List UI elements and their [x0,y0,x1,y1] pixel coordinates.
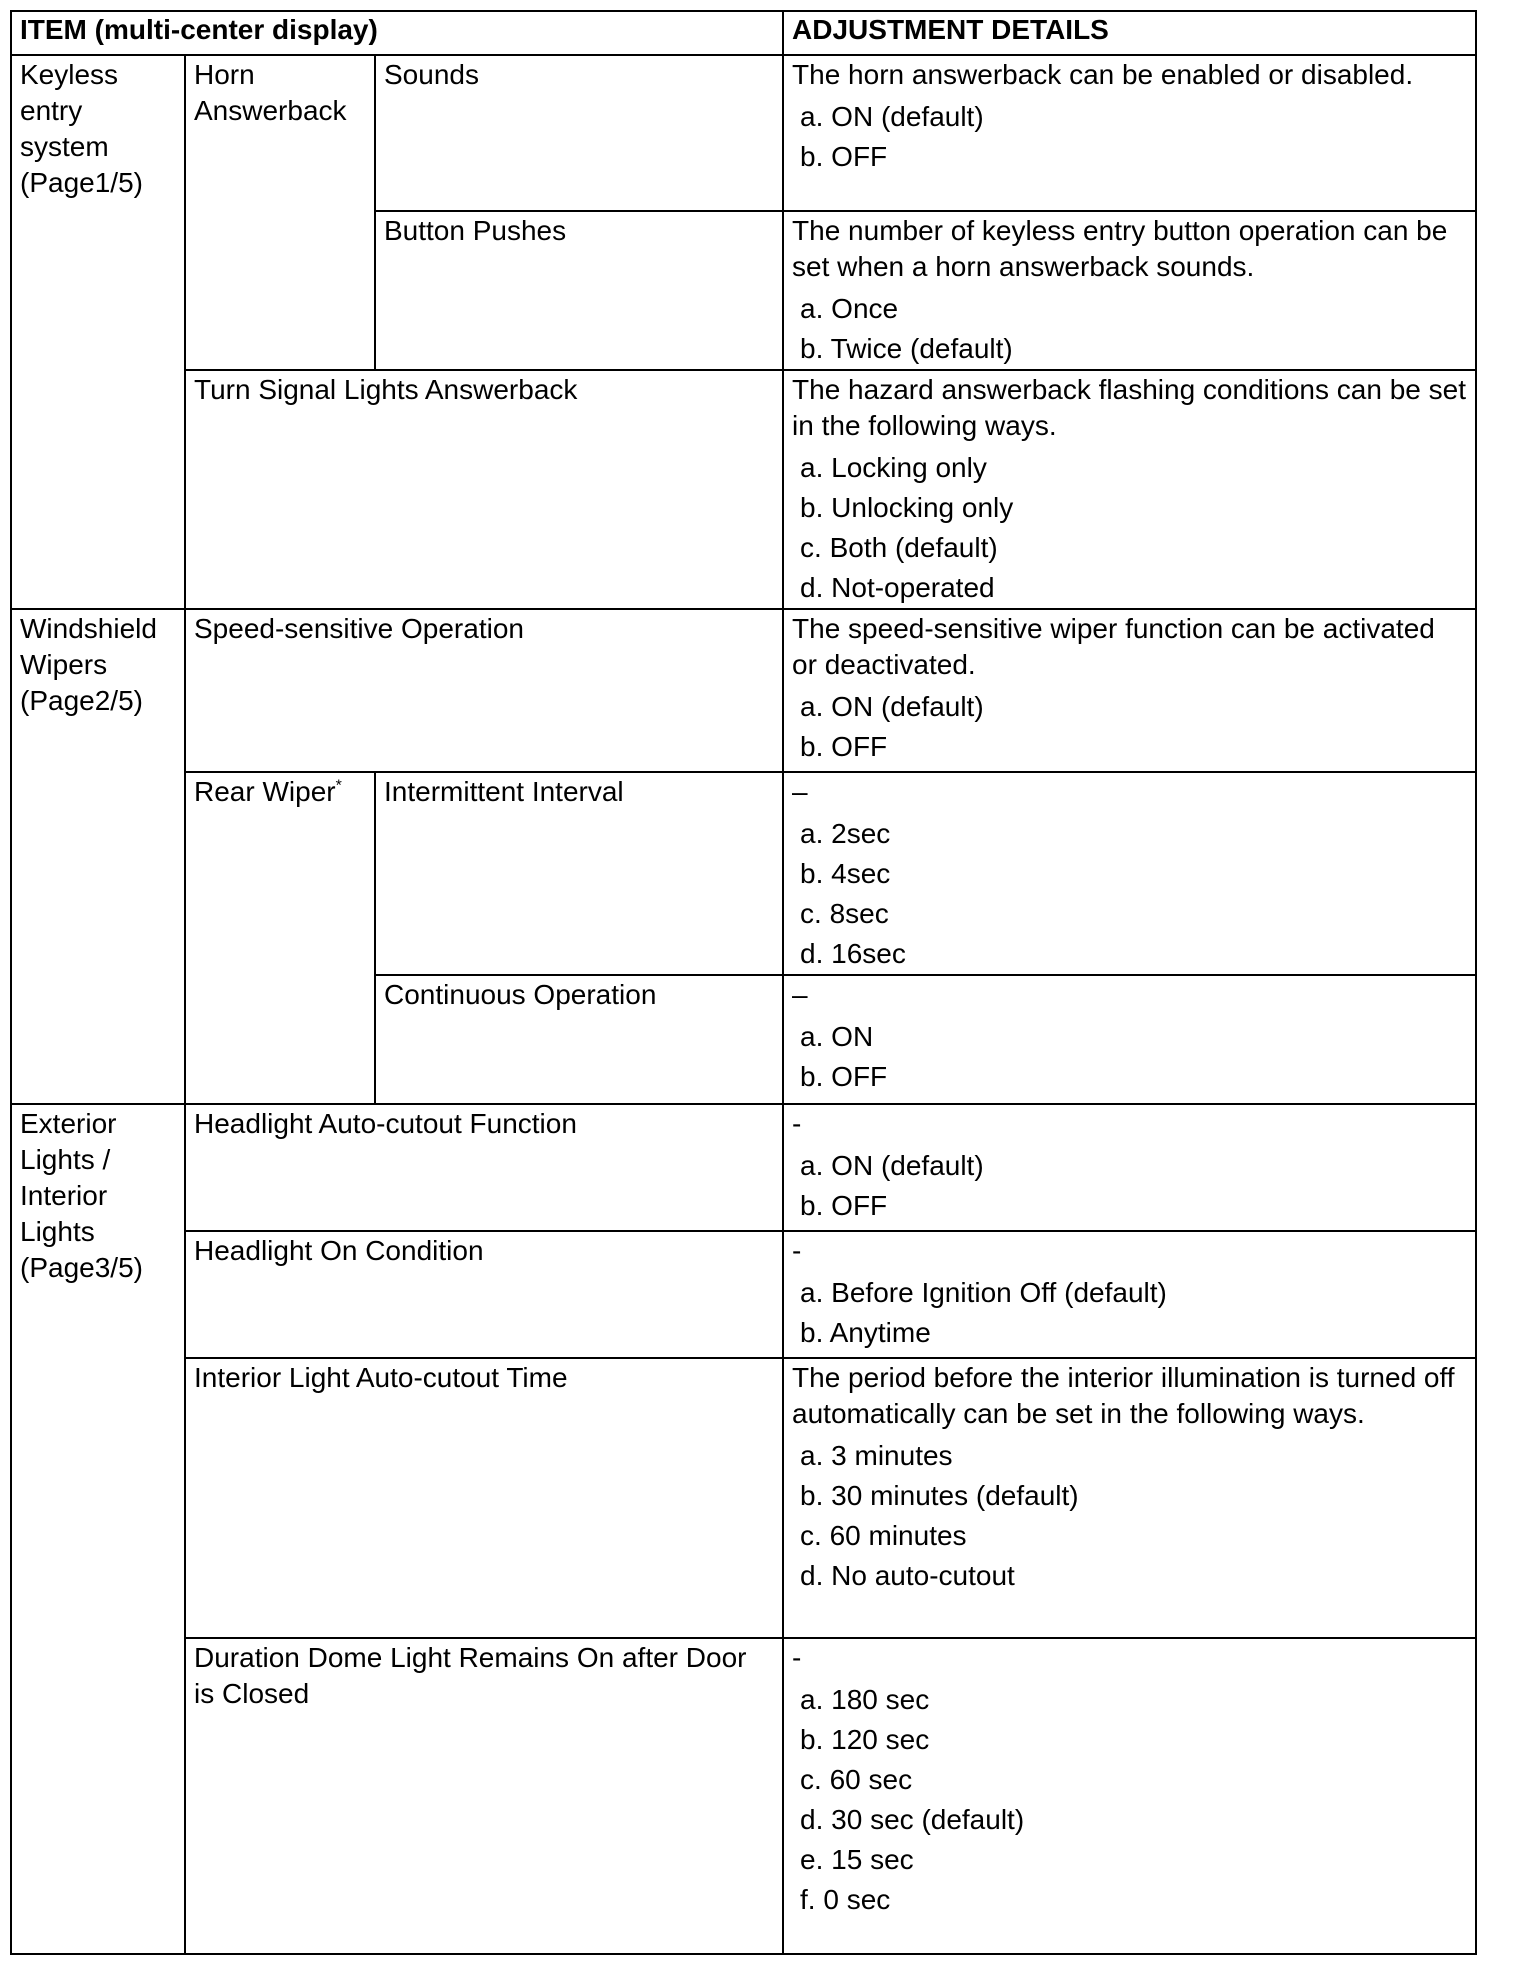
option-item: a. Locking only [800,452,987,483]
item-dome-light-duration: Duration Dome Light Remains On after Door is Closed [185,1638,783,1954]
details-desc: - [792,1642,802,1673]
item-sounds: Sounds [375,55,783,211]
option-item: d. No auto-cutout [800,1560,1015,1591]
item-continuous-operation: Continuous Operation [375,975,783,1104]
details-desc: - [792,1108,802,1139]
option-item: a. Before Ignition Off (default) [800,1277,1167,1308]
option-item: a. 2sec [800,818,891,849]
details-dome-light-duration [783,1638,1476,1954]
details-intermittent-interval [783,772,1476,975]
option-item: c. 8sec [800,898,889,929]
group-exterior-interior-lights: Exterior Lights / Interior Lights (Page3/5) [11,1104,185,1954]
header-item: ITEM (multi-center display) [11,11,783,55]
details-desc: – [792,776,808,807]
table-row [11,772,1476,975]
details-desc: The number of keyless entry button operation can be set when a horn answerback sounds. [792,215,1448,282]
option-item: a. ON (default) [800,1150,984,1181]
option-item: d. 16sec [800,938,906,969]
option-item: b. Unlocking only [800,492,1014,523]
item-turn-signal-answerback: Turn Signal Lights Answerback [185,370,783,609]
option-item: b. 4sec [800,858,891,889]
table-row [11,1358,1476,1638]
item-speed-sensitive-operation: Speed-sensitive Operation [185,609,783,772]
option-item: e. 15 sec [800,1844,914,1875]
option-item: a. ON (default) [800,101,984,132]
item-headlight-on-condition: Headlight On Condition [185,1231,783,1358]
details-desc: The horn answerback can be enabled or disabled. [792,59,1414,90]
option-item: a. ON [800,1021,874,1052]
option-item: b. Twice (default) [800,333,1013,364]
details-turn-signal-answerback [783,370,1476,609]
table-row [11,370,1476,609]
details-sounds [783,55,1476,211]
option-item: d. 30 sec (default) [800,1804,1025,1835]
option-item: b. OFF [800,1061,888,1092]
item-headlight-auto-cutout: Headlight Auto-cutout Function [185,1104,783,1231]
option-item: a. Once [800,293,899,324]
subgroup-rear-wiper [185,772,375,1104]
details-speed-sensitive-operation [783,609,1476,772]
option-item: a. 180 sec [800,1684,930,1715]
adjustment-table [10,10,1477,1955]
footnote-mark: * [335,777,342,795]
option-item: d. Not-operated [800,572,995,603]
option-item: b. Anytime [800,1317,931,1348]
table-row [11,1231,1476,1358]
group-keyless-entry: Keyless entry system (Page1/5) [11,55,185,609]
details-button-pushes [783,211,1476,370]
option-item: b. OFF [800,1190,888,1221]
table-row [11,1638,1476,1954]
details-continuous-operation [783,975,1476,1104]
details-desc: - [792,1235,802,1266]
option-item: b. 120 sec [800,1724,930,1755]
rear-wiper-label: Rear Wiper [194,776,336,807]
details-interior-light-auto-cutout [783,1358,1476,1638]
option-item: a. 3 minutes [800,1440,953,1471]
option-item: c. 60 sec [800,1764,913,1795]
details-headlight-auto-cutout [783,1104,1476,1231]
group-windshield-wipers: Windshield Wipers (Page2/5) [11,609,185,1104]
details-desc: – [792,979,808,1010]
table-row [11,609,1476,772]
item-button-pushes: Button Pushes [375,211,783,370]
subgroup-horn-answerback: Horn Answerback [185,55,375,370]
option-item: c. 60 minutes [800,1520,967,1551]
header-adjustment-details: ADJUSTMENT DETAILS [783,11,1476,55]
option-item: b. OFF [800,141,888,172]
header-row [11,11,1476,55]
details-headlight-on-condition [783,1231,1476,1358]
item-intermittent-interval: Intermittent Interval [375,772,783,975]
option-item: f. 0 sec [800,1884,891,1915]
table-row [11,1104,1476,1231]
option-item: b. 30 minutes (default) [800,1480,1079,1511]
table-row [11,55,1476,211]
option-item: b. OFF [800,731,888,762]
details-desc: The speed-sensitive wiper function can be activated or deactivated. [792,613,1435,680]
details-desc: The hazard answerback flashing conditions can be set in the following ways. [792,374,1466,441]
item-interior-light-auto-cutout: Interior Light Auto-cutout Time [185,1358,783,1638]
option-item: c. Both (default) [800,532,998,563]
option-item: a. ON (default) [800,691,984,722]
details-desc: The period before the interior illumination is turned off automatically can be set in the following ways. [792,1362,1455,1429]
